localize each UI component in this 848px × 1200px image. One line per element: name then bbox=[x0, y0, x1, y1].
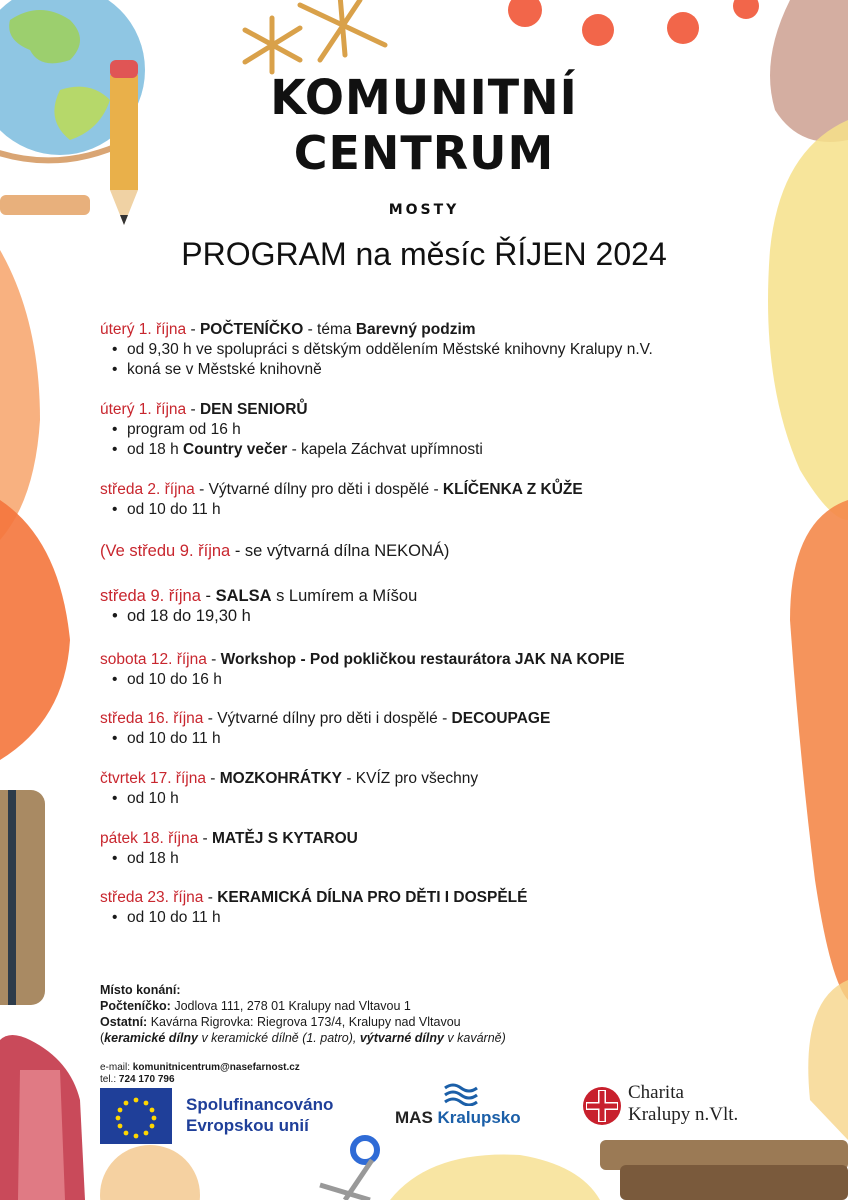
charita-logo bbox=[582, 1082, 782, 1130]
venue-art-label: výtvarné dílny bbox=[359, 1031, 444, 1045]
scissors-illustration bbox=[320, 1138, 377, 1200]
venue-poc-address: Jodlova 111, 278 01 Kralupy nad Vltavou 1 bbox=[170, 999, 411, 1013]
event-date: úterý 1. října bbox=[100, 401, 187, 418]
event-separator: - bbox=[186, 321, 200, 338]
charita-cross-icon bbox=[582, 1086, 622, 1126]
event-detail: • od 10 do 11 h bbox=[112, 908, 740, 928]
event-title-extra: Barevný podzim bbox=[355, 321, 476, 338]
event-item bbox=[100, 829, 740, 869]
event-separator: - bbox=[198, 830, 213, 847]
event-item bbox=[100, 480, 740, 520]
watercolor-left-orange bbox=[0, 500, 70, 760]
event-text: - se výtvarná dílna NEKONÁ) bbox=[230, 542, 450, 560]
event-title: MATĚJ S KYTAROU bbox=[212, 830, 358, 847]
event-text: - KVÍZ pro všechny bbox=[342, 770, 479, 787]
event-item bbox=[100, 769, 740, 809]
bottom-yellow-decoration bbox=[390, 1155, 600, 1200]
event-title: POČTENÍČKO bbox=[199, 321, 304, 338]
event-detail: • od 18 do 19,30 h bbox=[112, 606, 740, 626]
watercolor-right-yellow bbox=[768, 120, 848, 520]
event-date: středa 2. října bbox=[100, 481, 195, 498]
books-stack-illustration bbox=[600, 1140, 848, 1200]
book-illustration bbox=[0, 790, 45, 1005]
event-item bbox=[100, 586, 740, 626]
event-detail: • od 10 do 16 h bbox=[112, 670, 740, 690]
event-detail: • od 10 do 11 h bbox=[112, 729, 740, 749]
watercolor-left-top bbox=[0, 250, 40, 540]
event-title: KERAMICKÁ DÍLNA PRO DĚTI I DOSPĚLÉ bbox=[217, 889, 528, 906]
venue-ceramic-label: keramické dílny bbox=[104, 1031, 198, 1045]
contact-info bbox=[100, 1062, 300, 1086]
event-separator: - bbox=[206, 651, 221, 668]
page-title-line2: CENTRUM bbox=[293, 126, 555, 180]
detail-text: od 18 h bbox=[127, 441, 184, 458]
event-item bbox=[100, 320, 740, 380]
eu-logo-line1: Spolufinancováno bbox=[186, 1095, 334, 1114]
event-title: SALSA bbox=[215, 587, 272, 605]
event-date: středa 9. října bbox=[100, 587, 201, 605]
event-title: Workshop - Pod pokličkou restaurátora JAK NA KOPIE bbox=[220, 651, 625, 668]
phone-number: 724 170 796 bbox=[118, 1074, 175, 1085]
event-title: DECOUPAGE bbox=[451, 710, 551, 727]
event-date: úterý 1. října bbox=[100, 321, 187, 338]
venue-other-label: Ostatní: bbox=[100, 1015, 148, 1029]
event-separator: - bbox=[205, 770, 220, 787]
detail-bold: Country večer bbox=[183, 441, 288, 458]
mas-logo-prefix: MAS bbox=[395, 1108, 433, 1127]
event-detail: • od 10 do 11 h bbox=[112, 500, 740, 520]
event-date: středa 23. října bbox=[100, 889, 204, 906]
event-item bbox=[100, 400, 740, 460]
phone-label: tel.: bbox=[100, 1074, 119, 1085]
email-label: e-mail: bbox=[100, 1062, 133, 1073]
event-cancel-note bbox=[100, 541, 740, 561]
event-text: Výtvarné dílny pro děti i dospělé - bbox=[208, 481, 443, 498]
event-title: DEN SENIORŮ bbox=[199, 401, 308, 418]
detail-text: - kapela Záchvat upřímnosti bbox=[287, 441, 483, 458]
bottom-blob-decoration bbox=[100, 1145, 200, 1200]
venue-ceramic-text: v keramické dílně (1. patro), bbox=[197, 1031, 360, 1045]
event-separator: - bbox=[203, 710, 218, 727]
event-detail: • koná se v Městské knihovně bbox=[112, 360, 740, 380]
venue-art-text: v kavárně) bbox=[443, 1031, 506, 1045]
watercolor-right-bottom bbox=[808, 980, 848, 1140]
mas-logo-name: Kralupsko bbox=[437, 1108, 521, 1127]
event-item bbox=[100, 709, 740, 749]
star-decoration bbox=[245, 0, 385, 72]
event-detail: • od 10 h bbox=[112, 789, 740, 809]
event-date: pátek 18. října bbox=[100, 830, 199, 847]
event-separator: - bbox=[203, 889, 218, 906]
mas-logo bbox=[395, 1082, 540, 1132]
event-detail: • od 18 h bbox=[112, 849, 740, 869]
event-separator: - bbox=[200, 587, 216, 605]
eu-flag-icon bbox=[100, 1088, 172, 1144]
email-link[interactable]: komunitnicentrum@nasefarnost.cz bbox=[132, 1062, 300, 1073]
event-detail: • od 9,30 h ve spolupráci s dětským oddělením Městské knihovny Kralupy n.V. bbox=[112, 340, 740, 360]
watercolor-right-orange bbox=[790, 500, 848, 1000]
event-text: - téma bbox=[303, 321, 356, 338]
event-text: s Lumírem a Míšou bbox=[271, 587, 418, 605]
event-title: KLÍČENKA Z KŮŽE bbox=[442, 481, 583, 498]
event-item bbox=[100, 888, 740, 928]
event-item bbox=[100, 650, 740, 690]
charita-logo-line1: Charita bbox=[628, 1082, 684, 1103]
event-date: (Ve středu 9. října bbox=[100, 542, 231, 560]
page-title-line1: KOMUNITNÍ bbox=[270, 68, 578, 126]
waves-icon bbox=[443, 1082, 483, 1106]
page-subtitle: MOSTY bbox=[388, 202, 460, 218]
venue-info bbox=[100, 982, 506, 1046]
event-date: čtvrtek 17. října bbox=[100, 770, 206, 787]
eu-logo bbox=[100, 1088, 350, 1144]
event-detail: • program od 16 h bbox=[112, 420, 740, 440]
venue-label: Místo konání: bbox=[100, 983, 181, 997]
venue-poc-label: Počteníčko: bbox=[100, 999, 171, 1013]
eu-logo-line2: Evropskou unií bbox=[186, 1116, 309, 1135]
backpack-illustration bbox=[0, 1035, 85, 1200]
event-text: Výtvarné dílny pro děti i dospělé - bbox=[217, 710, 452, 727]
event-title: MOZKOHRÁTKY bbox=[219, 770, 343, 787]
event-detail bbox=[112, 440, 740, 460]
event-separator: - bbox=[186, 401, 200, 418]
event-date: středa 16. října bbox=[100, 710, 204, 727]
event-date: sobota 12. října bbox=[100, 651, 207, 668]
dots-decoration bbox=[508, 0, 759, 46]
event-separator: - bbox=[194, 481, 209, 498]
charita-logo-line2: Kralupy n.Vlt. bbox=[628, 1104, 739, 1125]
program-title: PROGRAM na měsíc ŘÍJEN 2024 bbox=[181, 236, 667, 272]
venue-other-address: Kavárna Rigrovka: Riegrova 173/4, Kralupy nad Vltavou bbox=[147, 1015, 461, 1029]
venue-note-paren: ( bbox=[100, 1031, 105, 1045]
